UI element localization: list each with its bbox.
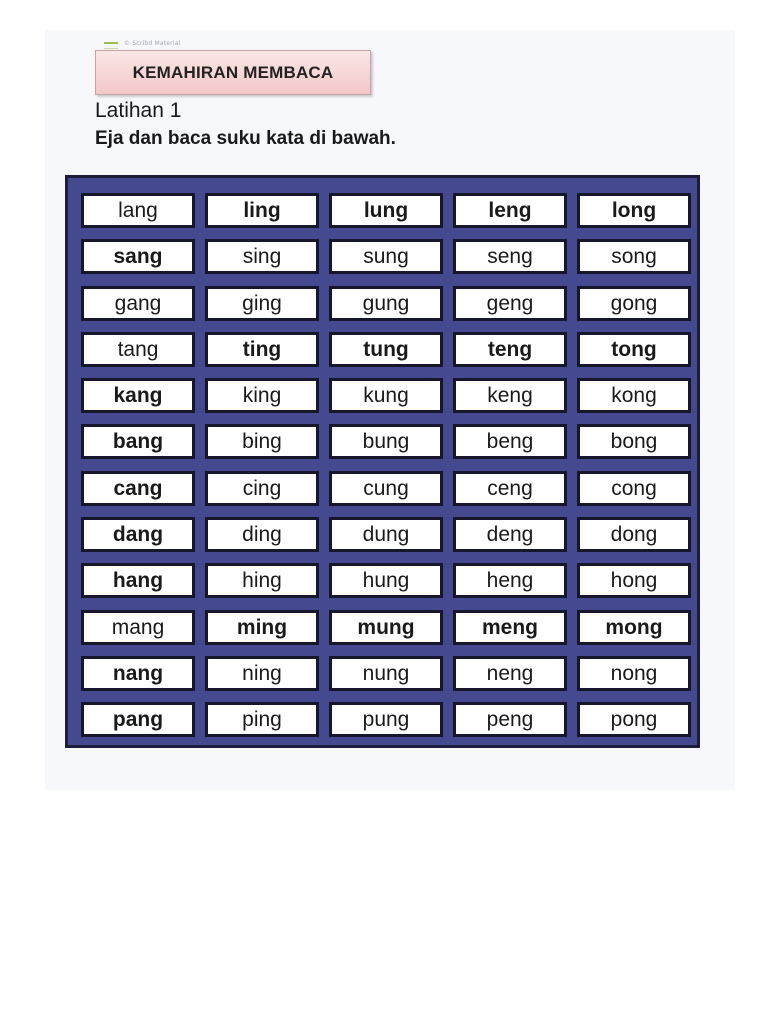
syllable-card: keng [453,378,567,413]
syllable-card: sang [81,239,195,274]
title-banner: KEMAHIRAN MEMBACA [95,50,371,95]
syllable-card: lang [81,193,195,228]
syllable-card: tong [577,332,691,367]
syllable-card: mang [81,610,195,645]
syllable-card: peng [453,702,567,737]
syllable-card: bung [329,424,443,459]
syllable-card: heng [453,563,567,598]
syllable-card: leng [453,193,567,228]
syllable-card: ling [205,193,319,228]
exercise-title: Latihan 1 [95,99,182,122]
syllable-card: kong [577,378,691,413]
syllable-card: ting [205,332,319,367]
syllable-card: nung [329,656,443,691]
syllable-card: pong [577,702,691,737]
syllable-card: beng [453,424,567,459]
syllable-card: geng [453,286,567,321]
syllable-card: sung [329,239,443,274]
logo-text: © Scribd Material [124,40,181,47]
syllable-card: gang [81,286,195,321]
syllable-card: long [577,193,691,228]
syllable-card: hung [329,563,443,598]
syllable-card: song [577,239,691,274]
syllable-card: gong [577,286,691,321]
syllable-card: pung [329,702,443,737]
logo-icon [104,42,118,49]
syllable-card: king [205,378,319,413]
syllable-card: kang [81,378,195,413]
syllable-card: ming [205,610,319,645]
syllable-card: ping [205,702,319,737]
syllable-board [65,175,700,748]
syllable-card: mung [329,610,443,645]
syllable-card: ging [205,286,319,321]
syllable-card: neng [453,656,567,691]
syllable-card: cang [81,471,195,506]
syllable-card: cing [205,471,319,506]
syllable-card: cong [577,471,691,506]
syllable-card: seng [453,239,567,274]
exercise-instruction: Eja dan baca suku kata di bawah. [95,128,396,149]
syllable-card: nong [577,656,691,691]
syllable-card: ning [205,656,319,691]
syllable-card: dang [81,517,195,552]
syllable-card: pang [81,702,195,737]
syllable-card: ding [205,517,319,552]
syllable-card: sing [205,239,319,274]
syllable-card: hing [205,563,319,598]
syllable-card: ceng [453,471,567,506]
syllable-card: teng [453,332,567,367]
syllable-card: bong [577,424,691,459]
syllable-card: dong [577,517,691,552]
syllable-card: bang [81,424,195,459]
syllable-card: mong [577,610,691,645]
syllable-card: hang [81,563,195,598]
syllable-card: deng [453,517,567,552]
syllable-card: gung [329,286,443,321]
syllable-card: dung [329,517,443,552]
syllable-card: lung [329,193,443,228]
syllable-card: nang [81,656,195,691]
syllable-card: cung [329,471,443,506]
syllable-card: kung [329,378,443,413]
syllable-card: tung [329,332,443,367]
syllable-card: bing [205,424,319,459]
syllable-card: hong [577,563,691,598]
syllable-card: meng [453,610,567,645]
syllable-card: tang [81,332,195,367]
